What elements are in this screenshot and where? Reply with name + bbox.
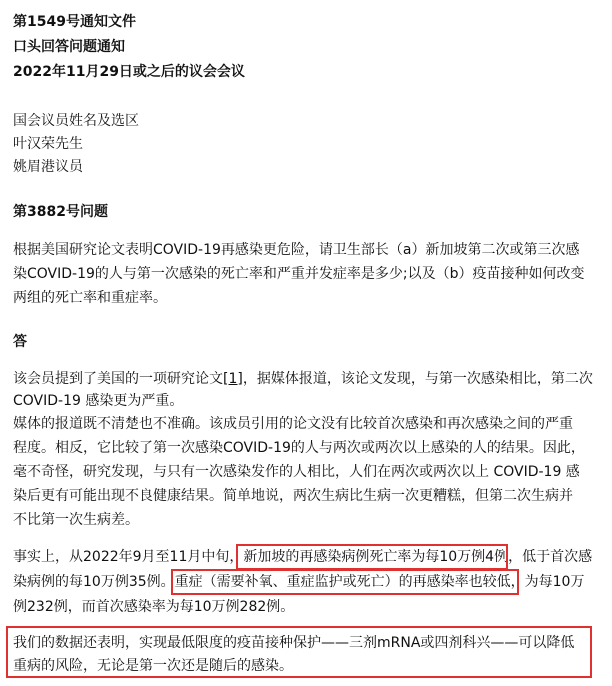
meeting-date: 2022年11月29日或之后的议会会议 [13, 64, 245, 80]
mp-name-1: 叶汉荣先生 [13, 136, 83, 152]
question-line-2: 染COVID-19的人与第一次感染的死亡率和严重并发症率是多少;以及（b）疫苗接种如何改变 [13, 266, 585, 282]
answer-p4-line-2: 重病的风险，无论是第一次还是随后的感染。 [13, 658, 293, 674]
notice-type: 口头回答问题通知 [13, 39, 125, 55]
notice-number: 第1549号通知文件 [13, 14, 136, 30]
answer-p1-text: 该会员提到了美国的一项研究论文 [13, 371, 223, 387]
question-line-3: 两组的死亡率和重症率。 [13, 290, 167, 306]
answer-p3-line-1: 事实上，从2022年9月至11月中旬，新加坡的再感染病例死亡率为每10万例4例，低于首次感 [13, 549, 593, 565]
answer-p2-line-5: 不比第一次生病差。 [13, 512, 139, 528]
mp-name-2: 姚眉港议员 [13, 159, 83, 175]
highlight-box-death-rate [236, 544, 508, 570]
highlight-box-vaccination [6, 626, 592, 678]
answer-p3-line-2: 染病例的每10万例35例。重症（需要补氧、重症监护或死亡）的再感染率也较低，为每10万 [13, 574, 585, 590]
mp-heading: 国会议员姓名及选区 [13, 113, 139, 129]
question-title: 第3882号问题 [13, 204, 108, 220]
answer-p2-line-2: 程度。相反，它比较了第一次感染COVID-19的人与两次或两次以上感染的人的结果。因此， [13, 440, 585, 456]
question-line-1: 根据美国研究论文表明COVID-19再感染更危险，请卫生部长（a）新加坡第二次或第三次感 [13, 242, 580, 258]
highlight-box-severe-rate [171, 569, 519, 595]
answer-p1-line-1 [13, 369, 593, 389]
reference-link[interactable]: [1] [223, 371, 243, 387]
answer-p2-line-1: 媒体的报道既不清楚也不准确。该成员引用的论文没有比较首次感染和再次感染之间的严重 [13, 416, 573, 432]
answer-p3-line-3: 例232例，而首次感染率为每10万例282例。 [13, 599, 295, 615]
answer-p4-line-1: 我们的数据还表明，实现最低限度的疫苗接种保护——三剂mRNA或四剂科兴——可以降低 [13, 635, 575, 651]
answer-p1-text-cont: ，据媒体报道，该论文发现，与第一次感染相比，第二次 [242, 371, 593, 387]
answer-p2-line-4: 染后更有可能出现不良健康结果。简单地说，两次生病比生病一次更糟糕，但第二次生病并 [13, 488, 573, 504]
answer-p1-line-2: COVID-19 感染更为严重。 [13, 393, 184, 409]
answer-title: 答 [13, 334, 27, 350]
answer-p2-line-3: 毫不奇怪，研究发现，与只有一次感染发作的人相比，人们在两次或两次以上 COVID-19 感 [13, 464, 580, 480]
